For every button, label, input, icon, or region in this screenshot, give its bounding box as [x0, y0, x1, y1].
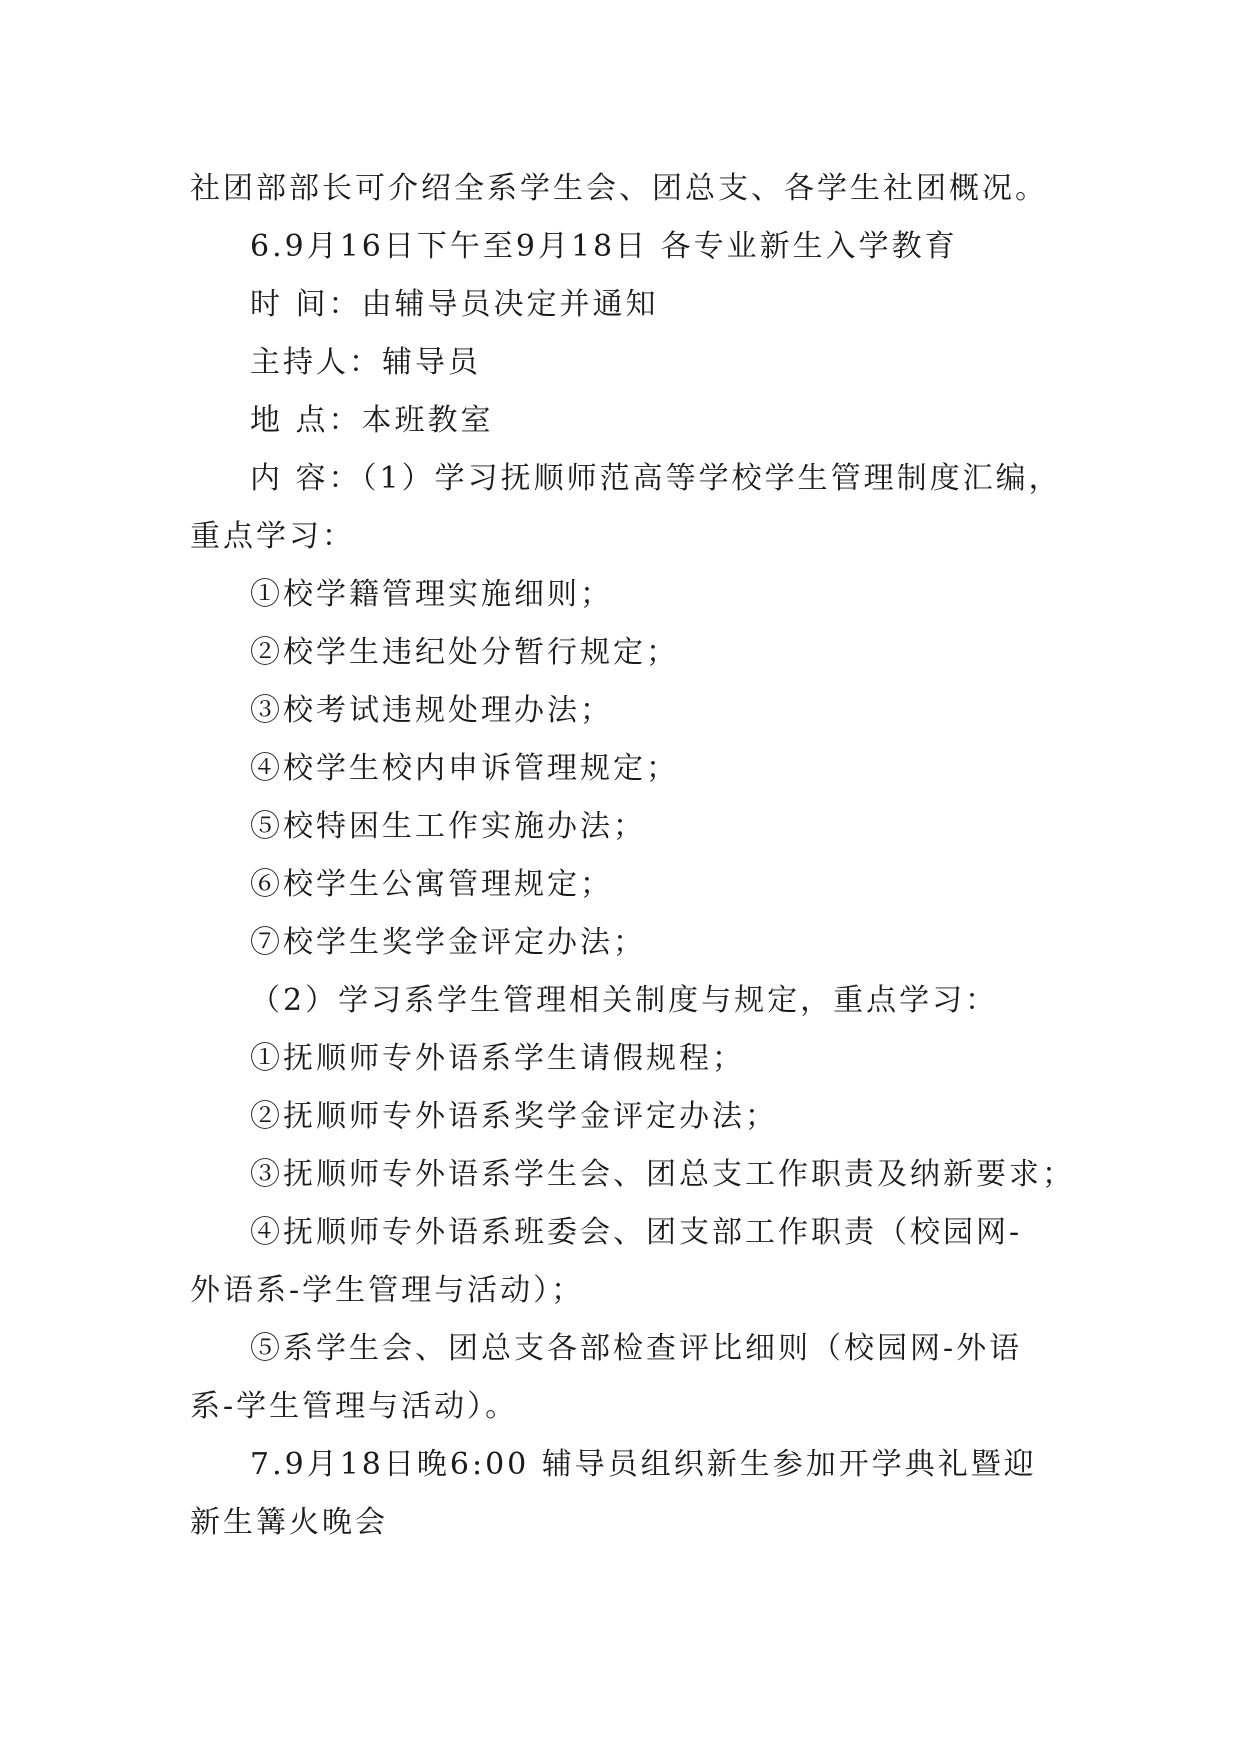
- paragraph-line: ④校学生校内申诉管理规定；: [250, 751, 679, 786]
- paragraph-line: 社团部部长可介绍全系学生会、团总支、各学生社团概况。: [190, 171, 1048, 206]
- paragraph-line: ①抚顺师专外语系学生请假规程；: [250, 1041, 745, 1076]
- paragraph-line: ①校学籍管理实施细则；: [250, 577, 613, 612]
- paragraph-line: 时 间：由辅导员决定并通知: [250, 287, 659, 322]
- paragraph-line: ⑤校特困生工作实施办法；: [250, 809, 646, 844]
- document-body: [190, 160, 1075, 1552]
- paragraph-line: ⑤系学生会、团总支各部检查评比细则（校园网-外语: [250, 1331, 1023, 1366]
- paragraph-line: 重点学习：: [190, 519, 355, 554]
- paragraph-line: ③抚顺师专外语系学生会、团总支工作职责及纳新要求；: [250, 1157, 1075, 1192]
- paragraph-line: 新生篝火晚会: [190, 1505, 388, 1540]
- paragraph-line: 外语系-学生管理与活动）；: [190, 1273, 585, 1308]
- paragraph-line: 主持人：辅导员: [250, 345, 481, 380]
- paragraph-line: ②校学生违纪处分暂行规定；: [250, 635, 679, 670]
- paragraph-line: ④抚顺师专外语系班委会、团支部工作职责（校园网-: [250, 1215, 1023, 1250]
- paragraph-line: 6.9月16日下午至9月18日 各专业新生入学教育: [250, 229, 958, 264]
- paragraph-line: ⑥校学生公寓管理规定；: [250, 867, 613, 902]
- paragraph-line: 7.9月18日晚6:00 辅导员组织新生参加开学典礼暨迎: [250, 1447, 1037, 1482]
- paragraph-line: 内 容：（1）学习抚顺师范高等学校学生管理制度汇编，: [250, 461, 1062, 496]
- paragraph-line: ③校考试违规处理办法；: [250, 693, 613, 728]
- paragraph-line: （2）学习系学生管理相关制度与规定，重点学习：: [250, 983, 999, 1018]
- paragraph-line: 系-学生管理与活动）。: [190, 1389, 519, 1424]
- paragraph-line: ②抚顺师专外语系奖学金评定办法；: [250, 1099, 778, 1134]
- paragraph-line: ⑦校学生奖学金评定办法；: [250, 925, 646, 960]
- paragraph-line: 地 点：本班教室: [250, 403, 494, 438]
